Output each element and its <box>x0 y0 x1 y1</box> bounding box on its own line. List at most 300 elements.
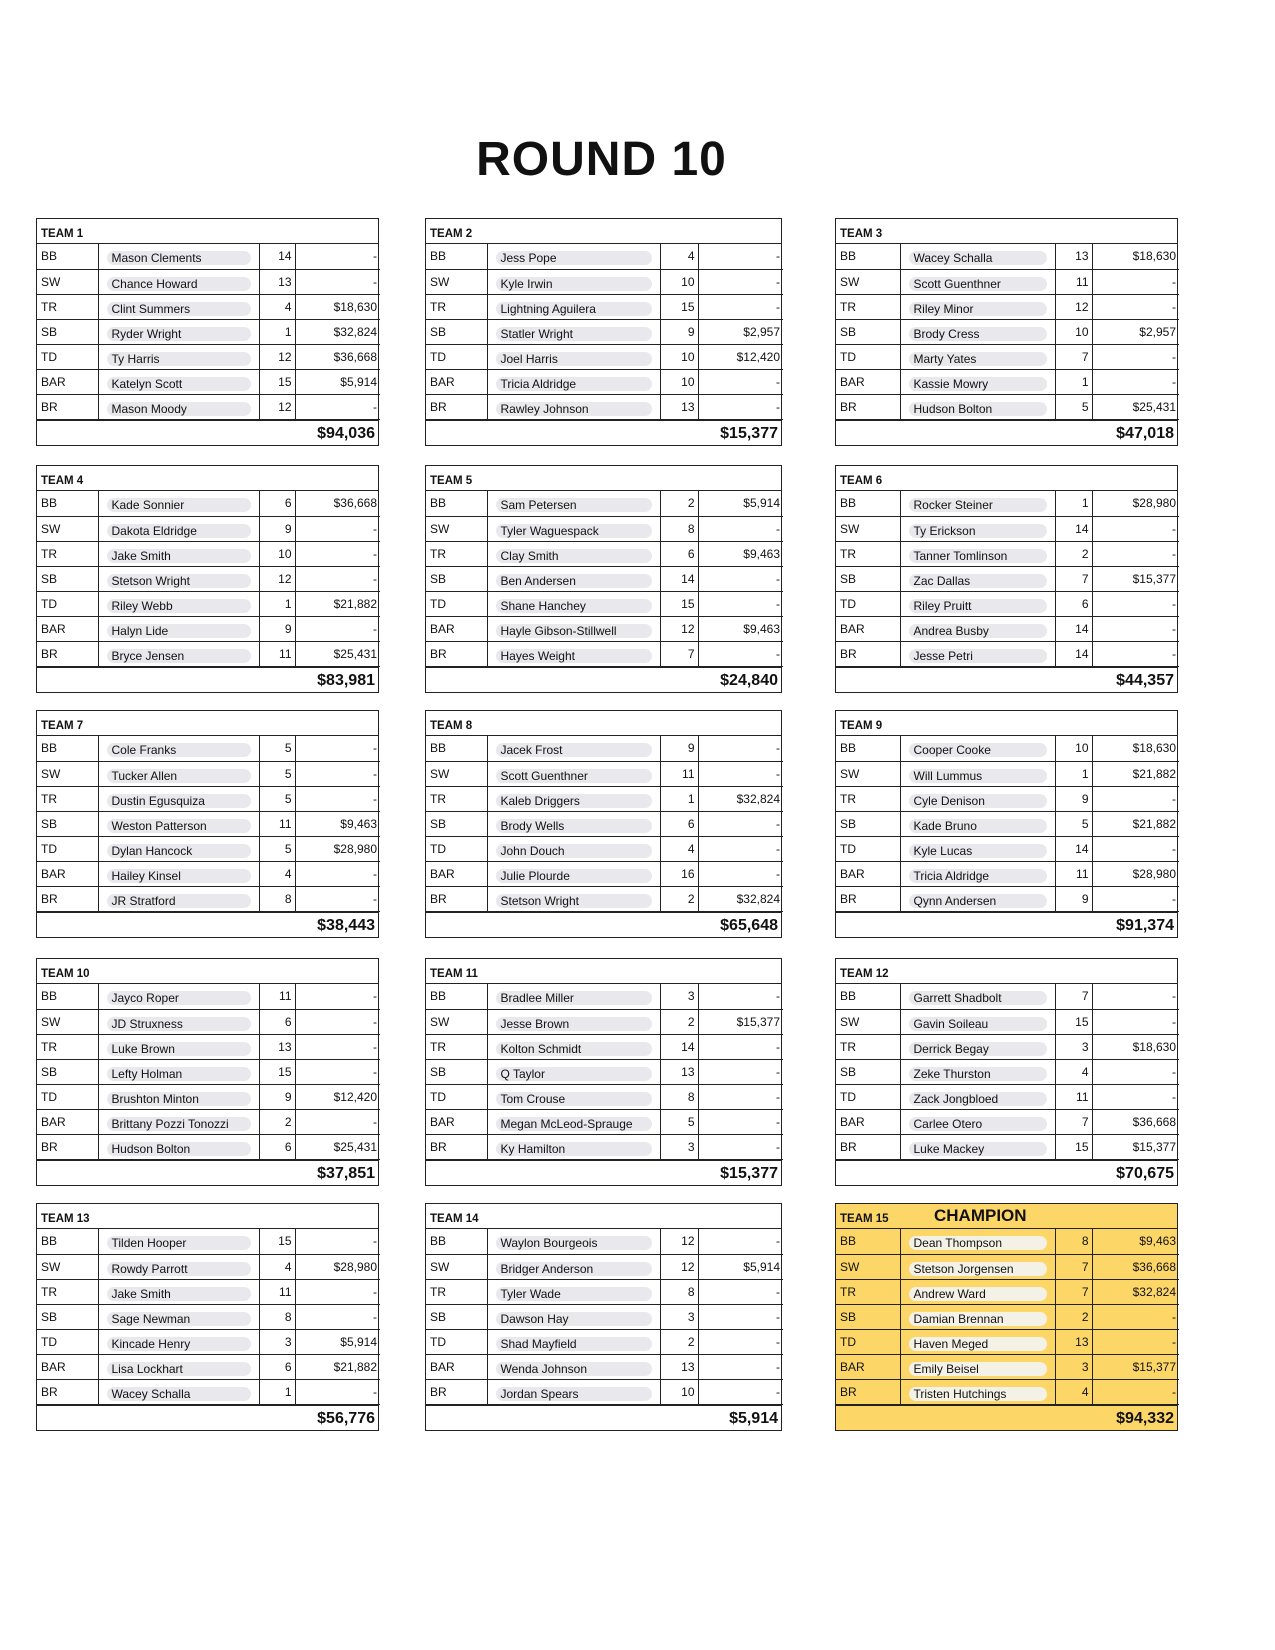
event-code: SW <box>836 761 900 786</box>
draw-number: 12 <box>660 1254 698 1279</box>
contestant-name <box>487 491 660 516</box>
team-header <box>426 711 781 736</box>
contestant-name <box>900 761 1055 786</box>
earnings: - <box>698 1379 783 1404</box>
event-code: BB <box>37 984 98 1009</box>
contestant-name <box>900 786 1055 811</box>
table-row <box>37 541 380 566</box>
contestant-name-pill: Clint Summers <box>107 302 251 316</box>
contestant-name-pill: Marty Yates <box>909 352 1047 366</box>
contestant-name-pill: Lightning Aguilera <box>496 302 652 316</box>
draw-number: 9 <box>259 1084 295 1109</box>
table-row <box>37 1254 380 1279</box>
contestant-name <box>98 294 259 319</box>
draw-number: 12 <box>1055 294 1092 319</box>
team-total: $65,648 <box>426 912 781 937</box>
team-total: $5,914 <box>426 1405 781 1430</box>
table-row <box>37 1059 380 1084</box>
contestant-name <box>98 1254 259 1279</box>
team-header <box>37 959 378 984</box>
table-row <box>836 516 1179 541</box>
contestant-name-pill: Kade Bruno <box>909 819 1047 833</box>
earnings: - <box>698 861 783 886</box>
draw-number: 4 <box>660 244 698 269</box>
contestant-name-pill: Jess Pope <box>496 251 652 265</box>
contestant-name <box>98 811 259 836</box>
contestant-name-pill: Julie Plourde <box>496 869 652 883</box>
draw-number: 11 <box>259 811 295 836</box>
draw-number: 13 <box>1055 1329 1092 1354</box>
draw-number: 5 <box>259 836 295 861</box>
contestant-name-pill: Will Lummus <box>909 769 1047 783</box>
team-total: $94,332 <box>836 1405 1177 1430</box>
event-code: TR <box>426 1034 487 1059</box>
draw-number: 15 <box>1055 1134 1092 1159</box>
table-row <box>836 984 1179 1009</box>
contestant-name-pill: Emily Beisel <box>909 1362 1047 1376</box>
event-code: SB <box>37 1304 98 1329</box>
table-row <box>836 319 1179 344</box>
table-row <box>426 1084 783 1109</box>
contestant-name-pill: Luke Brown <box>107 1042 251 1056</box>
contestant-name <box>900 1134 1055 1159</box>
team-header <box>37 1204 378 1229</box>
contestant-name <box>98 736 259 761</box>
team-roster <box>37 244 380 420</box>
contestant-name <box>98 369 259 394</box>
team-total: $24,840 <box>426 667 781 692</box>
table-row <box>37 566 380 591</box>
contestant-name-pill: Tricia Aldridge <box>496 377 652 391</box>
event-code: BR <box>426 1379 487 1404</box>
earnings: $28,980 <box>295 1254 380 1279</box>
event-code: SW <box>426 1254 487 1279</box>
event-code: BAR <box>836 861 900 886</box>
earnings: - <box>698 761 783 786</box>
contestant-name <box>98 984 259 1009</box>
event-code: SW <box>836 1254 900 1279</box>
contestant-name-pill: Derrick Begay <box>909 1042 1047 1056</box>
event-code: BR <box>836 1134 900 1159</box>
event-code: SB <box>37 566 98 591</box>
table-row <box>836 861 1179 886</box>
event-code: SW <box>37 1254 98 1279</box>
team-name: TEAM 13 <box>41 1213 90 1225</box>
event-code: TD <box>836 344 900 369</box>
draw-number: 1 <box>660 786 698 811</box>
team-name: TEAM 1 <box>41 228 84 240</box>
event-code: SB <box>37 319 98 344</box>
event-code: SW <box>836 269 900 294</box>
event-code: TR <box>426 294 487 319</box>
contestant-name <box>900 616 1055 641</box>
earnings: $36,668 <box>295 491 380 516</box>
contestant-name <box>900 736 1055 761</box>
earnings: - <box>1092 984 1179 1009</box>
contestant-name-pill: Shad Mayfield <box>496 1337 652 1351</box>
earnings: - <box>698 566 783 591</box>
contestant-name <box>487 541 660 566</box>
contestant-name-pill: Cooper Cooke <box>909 743 1047 757</box>
contestant-name <box>900 566 1055 591</box>
table-row <box>37 491 380 516</box>
table-row <box>836 811 1179 836</box>
table-row <box>836 269 1179 294</box>
table-row <box>37 294 380 319</box>
contestant-name <box>487 761 660 786</box>
table-row <box>836 836 1179 861</box>
contestant-name <box>900 1254 1055 1279</box>
table-row <box>836 1059 1179 1084</box>
draw-number: 4 <box>1055 1379 1092 1404</box>
team-name: TEAM 3 <box>840 228 883 240</box>
contestant-name <box>98 1059 259 1084</box>
earnings: $21,882 <box>1092 811 1179 836</box>
table-row <box>37 761 380 786</box>
draw-number: 13 <box>259 269 295 294</box>
contestant-name <box>900 1279 1055 1304</box>
draw-number: 1 <box>259 1379 295 1404</box>
draw-number: 6 <box>259 1009 295 1034</box>
event-code: TD <box>426 344 487 369</box>
earnings: - <box>295 269 380 294</box>
event-code: TR <box>37 541 98 566</box>
table-row <box>426 616 783 641</box>
team-card-5 <box>425 465 782 693</box>
draw-number: 1 <box>1055 369 1092 394</box>
event-code: TR <box>37 1279 98 1304</box>
earnings: - <box>295 394 380 419</box>
event-code: BB <box>37 736 98 761</box>
earnings: - <box>295 761 380 786</box>
contestant-name-pill: Jake Smith <box>107 1287 251 1301</box>
contestant-name <box>487 641 660 666</box>
earnings: $18,630 <box>1092 1034 1179 1059</box>
contestant-name-pill: Garrett Shadbolt <box>909 991 1047 1005</box>
contestant-name-pill: Tucker Allen <box>107 769 251 783</box>
event-code: BR <box>37 394 98 419</box>
event-code: BAR <box>426 369 487 394</box>
event-code: BR <box>37 641 98 666</box>
event-code: TD <box>836 836 900 861</box>
event-code: BB <box>836 1229 900 1254</box>
table-row <box>426 319 783 344</box>
event-code: BAR <box>37 369 98 394</box>
draw-number: 6 <box>1055 591 1092 616</box>
draw-number: 13 <box>1055 244 1092 269</box>
event-code: BR <box>426 1134 487 1159</box>
event-code: BB <box>426 1229 487 1254</box>
team-card-8 <box>425 710 782 938</box>
contestant-name-pill: Cyle Denison <box>909 794 1047 808</box>
team-roster <box>426 1229 783 1405</box>
table-row <box>836 1379 1179 1404</box>
contestant-name <box>487 516 660 541</box>
event-code: BAR <box>426 1354 487 1379</box>
earnings: - <box>1092 1009 1179 1034</box>
event-code: BAR <box>836 1354 900 1379</box>
table-row <box>426 1134 783 1159</box>
team-header <box>426 219 781 244</box>
table-row <box>426 344 783 369</box>
team-total: $38,443 <box>37 912 378 937</box>
contestant-name <box>98 1329 259 1354</box>
event-code: BR <box>426 886 487 911</box>
draw-number: 9 <box>1055 786 1092 811</box>
team-name: TEAM 10 <box>41 968 90 980</box>
earnings: $12,420 <box>698 344 783 369</box>
contestant-name-pill: Andrea Busby <box>909 624 1047 638</box>
earnings: $15,377 <box>1092 1354 1179 1379</box>
contestant-name <box>487 616 660 641</box>
event-code: BAR <box>426 1109 487 1134</box>
draw-number: 8 <box>660 1279 698 1304</box>
table-row <box>836 1254 1179 1279</box>
contestant-name-pill: Kyle Irwin <box>496 277 652 291</box>
earnings: $21,882 <box>295 591 380 616</box>
earnings: $21,882 <box>295 1354 380 1379</box>
event-code: SW <box>426 1009 487 1034</box>
contestant-name-pill: Mason Clements <box>107 251 251 265</box>
table-row <box>37 984 380 1009</box>
contestant-name-pill: Mason Moody <box>107 402 251 416</box>
contestant-name-pill: Tyler Waguespack <box>496 524 652 538</box>
contestant-name <box>900 1304 1055 1329</box>
contestant-name <box>487 244 660 269</box>
table-row <box>37 344 380 369</box>
contestant-name-pill: Hailey Kinsel <box>107 869 251 883</box>
contestant-name-pill: Clay Smith <box>496 549 652 563</box>
draw-number: 15 <box>259 369 295 394</box>
contestant-name <box>900 811 1055 836</box>
table-row <box>836 1084 1179 1109</box>
event-code: BB <box>37 491 98 516</box>
contestant-name-pill: Haven Meged <box>909 1337 1047 1351</box>
event-code: TD <box>37 591 98 616</box>
team-roster <box>426 491 783 667</box>
event-code: BB <box>37 1229 98 1254</box>
event-code: SW <box>37 269 98 294</box>
table-row <box>426 1354 783 1379</box>
contestant-name-pill: Rowdy Parrott <box>107 1262 251 1276</box>
draw-number: 4 <box>1055 1059 1092 1084</box>
team-name: TEAM 15 <box>840 1213 889 1225</box>
team-roster <box>836 244 1179 420</box>
earnings: $9,463 <box>698 541 783 566</box>
draw-number: 5 <box>259 736 295 761</box>
contestant-name-pill: Wenda Johnson <box>496 1362 652 1376</box>
earnings: $15,377 <box>1092 1134 1179 1159</box>
draw-number: 5 <box>259 761 295 786</box>
event-code: SW <box>37 1009 98 1034</box>
event-code: TD <box>37 1329 98 1354</box>
team-name: TEAM 11 <box>430 968 478 980</box>
contestant-name-pill: Ty Erickson <box>909 524 1047 538</box>
draw-number: 15 <box>259 1059 295 1084</box>
earnings: - <box>295 244 380 269</box>
contestant-name-pill: Bryce Jensen <box>107 649 251 663</box>
contestant-name <box>487 319 660 344</box>
draw-number: 13 <box>259 1034 295 1059</box>
table-row <box>836 1009 1179 1034</box>
contestant-name-pill: Scott Guenthner <box>909 277 1047 291</box>
event-code: TD <box>426 1329 487 1354</box>
contestant-name <box>487 1379 660 1404</box>
earnings: $9,463 <box>698 616 783 641</box>
contestant-name-pill: Bridger Anderson <box>496 1262 652 1276</box>
table-row <box>836 566 1179 591</box>
contestant-name <box>98 1134 259 1159</box>
table-row <box>426 1329 783 1354</box>
event-code: TR <box>37 786 98 811</box>
contestant-name <box>487 1109 660 1134</box>
contestant-name-pill: Q Taylor <box>496 1067 652 1081</box>
contestant-name <box>98 1084 259 1109</box>
contestant-name-pill: Dustin Egusquiza <box>107 794 251 808</box>
draw-number: 3 <box>660 984 698 1009</box>
earnings: - <box>295 1304 380 1329</box>
draw-number: 12 <box>259 566 295 591</box>
contestant-name <box>98 836 259 861</box>
contestant-name <box>98 269 259 294</box>
event-code: BR <box>426 394 487 419</box>
contestant-name-pill: Bradlee Miller <box>496 991 652 1005</box>
draw-number: 2 <box>1055 1304 1092 1329</box>
event-code: TD <box>37 344 98 369</box>
contestant-name <box>98 861 259 886</box>
earnings: - <box>1092 1304 1179 1329</box>
draw-number: 9 <box>660 319 698 344</box>
team-header <box>836 219 1177 244</box>
contestant-name-pill: Kolton Schmidt <box>496 1042 652 1056</box>
draw-number: 13 <box>660 394 698 419</box>
earnings: $32,824 <box>698 786 783 811</box>
draw-number: 7 <box>1055 566 1092 591</box>
table-row <box>37 1034 380 1059</box>
draw-number: 11 <box>259 1279 295 1304</box>
team-name: TEAM 7 <box>41 720 84 732</box>
contestant-name <box>98 491 259 516</box>
event-code: SW <box>37 761 98 786</box>
draw-number: 9 <box>259 516 295 541</box>
event-code: TD <box>37 836 98 861</box>
draw-number: 1 <box>259 591 295 616</box>
event-code: BR <box>836 641 900 666</box>
event-code: SW <box>426 516 487 541</box>
contestant-name-pill: Tristen Hutchings <box>909 1387 1047 1401</box>
earnings: - <box>1092 591 1179 616</box>
table-row <box>426 1254 783 1279</box>
draw-number: 10 <box>660 1379 698 1404</box>
event-code: TR <box>426 541 487 566</box>
earnings: - <box>295 861 380 886</box>
contestant-name-pill: Cole Franks <box>107 743 251 757</box>
team-header <box>836 466 1177 491</box>
earnings: - <box>295 616 380 641</box>
earnings: - <box>295 786 380 811</box>
team-header <box>426 1204 781 1229</box>
event-code: BAR <box>426 616 487 641</box>
table-row <box>426 836 783 861</box>
table-row <box>426 516 783 541</box>
team-card-14 <box>425 1203 782 1431</box>
contestant-name-pill: Wacey Schalla <box>909 251 1047 265</box>
team-card-4 <box>36 465 379 693</box>
earnings: - <box>1092 1084 1179 1109</box>
team-card-6 <box>835 465 1178 693</box>
earnings: - <box>295 886 380 911</box>
table-row <box>426 641 783 666</box>
table-row <box>836 244 1179 269</box>
event-code: SB <box>426 811 487 836</box>
draw-number: 11 <box>1055 1084 1092 1109</box>
event-code: SB <box>426 566 487 591</box>
draw-number: 15 <box>1055 1009 1092 1034</box>
earnings: $25,431 <box>295 641 380 666</box>
draw-number: 7 <box>1055 984 1092 1009</box>
draw-number: 3 <box>1055 1034 1092 1059</box>
contestant-name <box>487 861 660 886</box>
earnings: $5,914 <box>698 1254 783 1279</box>
table-row <box>836 1304 1179 1329</box>
table-row <box>37 1379 380 1404</box>
event-code: BAR <box>836 369 900 394</box>
earnings: - <box>1092 294 1179 319</box>
event-code: SW <box>836 1009 900 1034</box>
earnings: - <box>1092 1379 1179 1404</box>
contestant-name <box>98 591 259 616</box>
team-name: TEAM 14 <box>430 1213 479 1225</box>
earnings: - <box>295 1279 380 1304</box>
draw-number: 8 <box>1055 1229 1092 1254</box>
contestant-name <box>900 1329 1055 1354</box>
contestant-name-pill: Luke Mackey <box>909 1142 1047 1156</box>
event-code: SB <box>37 811 98 836</box>
contestant-name <box>900 394 1055 419</box>
contestant-name-pill: Joel Harris <box>496 352 652 366</box>
contestant-name-pill: Dawson Hay <box>496 1312 652 1326</box>
contestant-name-pill: Jacek Frost <box>496 743 652 757</box>
team-total: $83,981 <box>37 667 378 692</box>
earnings: - <box>698 1059 783 1084</box>
contestant-name-pill: Kaleb Driggers <box>496 794 652 808</box>
contestant-name <box>487 1034 660 1059</box>
contestant-name <box>98 566 259 591</box>
team-roster <box>37 984 380 1160</box>
draw-number: 14 <box>660 566 698 591</box>
contestant-name <box>900 1059 1055 1084</box>
draw-number: 7 <box>660 641 698 666</box>
earnings: $5,914 <box>295 369 380 394</box>
contestant-name-pill: JD Struxness <box>107 1017 251 1031</box>
draw-number: 2 <box>259 1109 295 1134</box>
contestant-name-pill: Halyn Lide <box>107 624 251 638</box>
event-code: BR <box>836 1379 900 1404</box>
contestant-name <box>487 1009 660 1034</box>
contestant-name <box>487 591 660 616</box>
earnings: - <box>1092 369 1179 394</box>
table-row <box>426 984 783 1009</box>
contestant-name-pill: Sage Newman <box>107 1312 251 1326</box>
event-code: BAR <box>836 616 900 641</box>
contestant-name <box>98 1279 259 1304</box>
earnings: - <box>1092 344 1179 369</box>
contestant-name-pill: Gavin Soileau <box>909 1017 1047 1031</box>
contestant-name-pill: Zack Jongbloed <box>909 1092 1047 1106</box>
earnings: - <box>698 269 783 294</box>
contestant-name <box>900 244 1055 269</box>
draw-number: 12 <box>660 616 698 641</box>
